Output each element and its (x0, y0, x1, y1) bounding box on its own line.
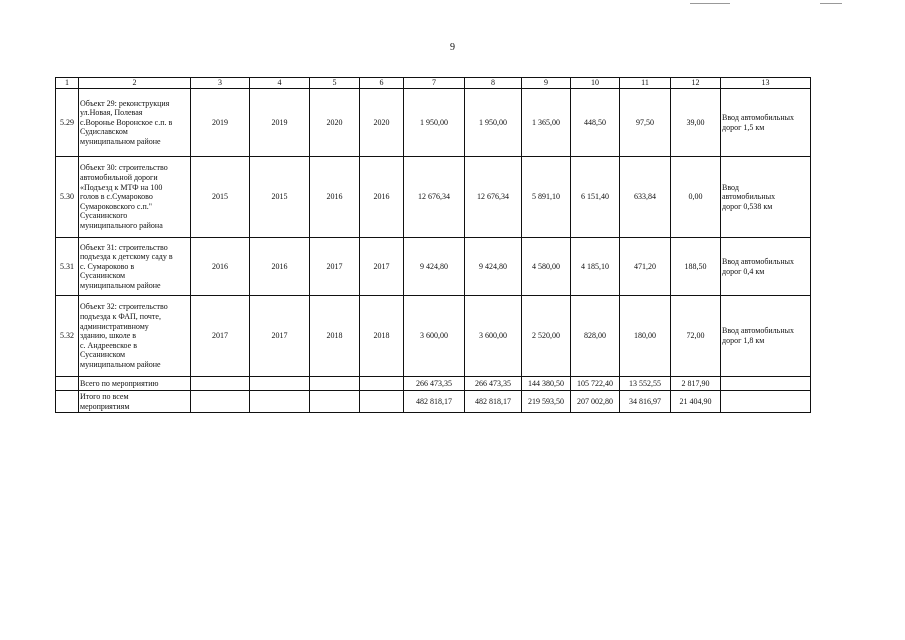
result-cell (721, 296, 811, 377)
column-number: 9 (522, 78, 571, 89)
year-cell: 2017 (310, 238, 360, 296)
amount-cell: 105 722,40 (571, 377, 620, 391)
year-cell: 2015 (250, 157, 310, 238)
amount-cell: 9 424,80 (404, 238, 465, 296)
object-line: с. Андреевское в (80, 340, 137, 350)
table-row (56, 238, 811, 296)
object-line: Сусанинском (80, 350, 126, 360)
result-line: дорог 1,5 км (722, 122, 765, 132)
year-cell: 2017 (250, 296, 310, 377)
object-line: муниципальном районе (80, 280, 161, 290)
result-line: дорог 0,538 км (722, 201, 773, 211)
amount-cell: 6 151,40 (571, 157, 620, 238)
object-line: Судиславском (80, 127, 128, 137)
empty-cell (360, 391, 404, 413)
amount-cell: 1 950,00 (465, 89, 522, 157)
empty-cell (191, 377, 250, 391)
grand-total-label-line: мероприятиям (80, 401, 130, 411)
amount-cell: 0,00 (671, 157, 721, 238)
object-line: с.Воронье Воронское с.п. в (80, 117, 173, 127)
column-number: 6 (360, 78, 404, 89)
column-number: 7 (404, 78, 465, 89)
result-line: автомобильных (722, 192, 776, 202)
amount-cell: 3 600,00 (404, 296, 465, 377)
year-cell: 2018 (310, 296, 360, 377)
amount-cell: 13 552,55 (620, 377, 671, 391)
object-line: муниципальном районе (80, 359, 161, 369)
object-line: ул.Новая, Полевая (80, 108, 143, 118)
object-description (79, 157, 191, 238)
object-line: муниципальном районе (80, 136, 161, 146)
year-cell: 2015 (191, 157, 250, 238)
amount-cell: 39,00 (671, 89, 721, 157)
year-cell: 2016 (191, 238, 250, 296)
amount-cell: 188,50 (671, 238, 721, 296)
amount-cell: 448,50 (571, 89, 620, 157)
year-cell: 2018 (360, 296, 404, 377)
column-number: 12 (671, 78, 721, 89)
empty-cell (56, 391, 79, 413)
object-description (79, 89, 191, 157)
year-cell: 2017 (191, 296, 250, 377)
amount-cell: 633,84 (620, 157, 671, 238)
object-line: подъезда к ФАП, почте, (80, 312, 161, 322)
object-line: автомобильной дороги (80, 173, 158, 183)
grand-total-label (79, 391, 191, 413)
page-number: 9 (450, 42, 455, 53)
object-line: Объект 29: реконструкция (80, 98, 170, 108)
object-line: Сумароковского с.п." (80, 201, 153, 211)
object-line: муниципального района (80, 220, 163, 230)
result-cell (721, 238, 811, 296)
column-number: 13 (721, 78, 811, 89)
column-number: 11 (620, 78, 671, 89)
grand-total-row (56, 391, 811, 413)
object-line: Сусанинском (80, 271, 126, 281)
amount-cell: 9 424,80 (465, 238, 522, 296)
amount-cell: 144 380,50 (522, 377, 571, 391)
year-cell: 2017 (360, 238, 404, 296)
object-line: Объект 30: строительство (80, 163, 168, 173)
amount-cell: 471,20 (620, 238, 671, 296)
result-line: дорог 1,8 км (722, 336, 765, 345)
amount-cell: 72,00 (671, 296, 721, 377)
object-line: Объект 31: строительство (80, 242, 168, 252)
amount-cell: 3 600,00 (465, 296, 522, 377)
total-row (56, 377, 811, 391)
column-number: 1 (56, 78, 79, 89)
object-line: зданию, школе в (80, 331, 137, 341)
year-cell: 2020 (360, 89, 404, 157)
table-row (56, 296, 811, 377)
column-number: 2 (79, 78, 191, 89)
year-cell: 2019 (191, 89, 250, 157)
result-line: дорог 0,4 км (722, 266, 765, 276)
result-line: Ввод автомобильных (722, 256, 794, 266)
result-line: Ввод (722, 182, 739, 192)
row-index: 5.31 (56, 238, 79, 296)
object-line: Объект 32: строительство (80, 302, 168, 312)
row-index: 5.30 (56, 157, 79, 238)
result-line: Ввод автомобильных (722, 112, 794, 122)
scan-artifact (690, 3, 730, 4)
amount-cell: 828,00 (571, 296, 620, 377)
column-number: 4 (250, 78, 310, 89)
amount-cell: 12 676,34 (465, 157, 522, 238)
scan-artifact (820, 3, 842, 4)
object-line: подъезда к детскому саду в (80, 252, 173, 262)
object-line: административному (80, 321, 149, 331)
total-label: Всего по мероприятию (79, 377, 191, 391)
object-line: голов в с.Сумароково (80, 192, 153, 202)
table-row (56, 157, 811, 238)
column-number: 10 (571, 78, 620, 89)
empty-cell (310, 391, 360, 413)
year-cell: 2016 (310, 157, 360, 238)
object-line: Сусанинского (80, 211, 128, 221)
empty-cell (250, 377, 310, 391)
result-cell (721, 157, 811, 238)
funding-table (55, 77, 811, 413)
amount-cell: 1 950,00 (404, 89, 465, 157)
amount-cell: 219 593,50 (522, 391, 571, 413)
amount-cell: 5 891,10 (522, 157, 571, 238)
amount-cell: 4 580,00 (522, 238, 571, 296)
year-cell: 2020 (310, 89, 360, 157)
amount-cell: 2 817,90 (671, 377, 721, 391)
empty-cell (721, 377, 811, 391)
empty-cell (310, 377, 360, 391)
amount-cell: 1 365,00 (522, 89, 571, 157)
empty-cell (56, 377, 79, 391)
amount-cell: 4 185,10 (571, 238, 620, 296)
table-row (56, 89, 811, 157)
year-cell: 2016 (250, 238, 310, 296)
grand-total-label-line: Итого по всем (80, 391, 129, 401)
column-number: 8 (465, 78, 522, 89)
amount-cell: 12 676,34 (404, 157, 465, 238)
empty-cell (721, 391, 811, 413)
amount-cell: 97,50 (620, 89, 671, 157)
year-cell: 2019 (250, 89, 310, 157)
object-line: с. Сумароково в (80, 261, 135, 271)
amount-cell: 482 818,17 (465, 391, 522, 413)
row-index: 5.32 (56, 296, 79, 377)
amount-cell: 180,00 (620, 296, 671, 377)
empty-cell (360, 377, 404, 391)
object-description (79, 296, 191, 377)
column-number: 5 (310, 78, 360, 89)
empty-cell (191, 391, 250, 413)
amount-cell: 266 473,35 (465, 377, 522, 391)
object-description (79, 238, 191, 296)
object-line: «Подъезд к МТФ на 100 (80, 182, 163, 192)
header-row (56, 78, 811, 89)
row-index: 5.29 (56, 89, 79, 157)
result-line: Ввод автомобильных (722, 326, 794, 336)
empty-cell (250, 391, 310, 413)
result-cell (721, 89, 811, 157)
column-number: 3 (191, 78, 250, 89)
amount-cell: 2 520,00 (522, 296, 571, 377)
amount-cell: 482 818,17 (404, 391, 465, 413)
amount-cell: 21 404,90 (671, 391, 721, 413)
amount-cell: 207 002,80 (571, 391, 620, 413)
amount-cell: 34 816,97 (620, 391, 671, 413)
year-cell: 2016 (360, 157, 404, 238)
amount-cell: 266 473,35 (404, 377, 465, 391)
